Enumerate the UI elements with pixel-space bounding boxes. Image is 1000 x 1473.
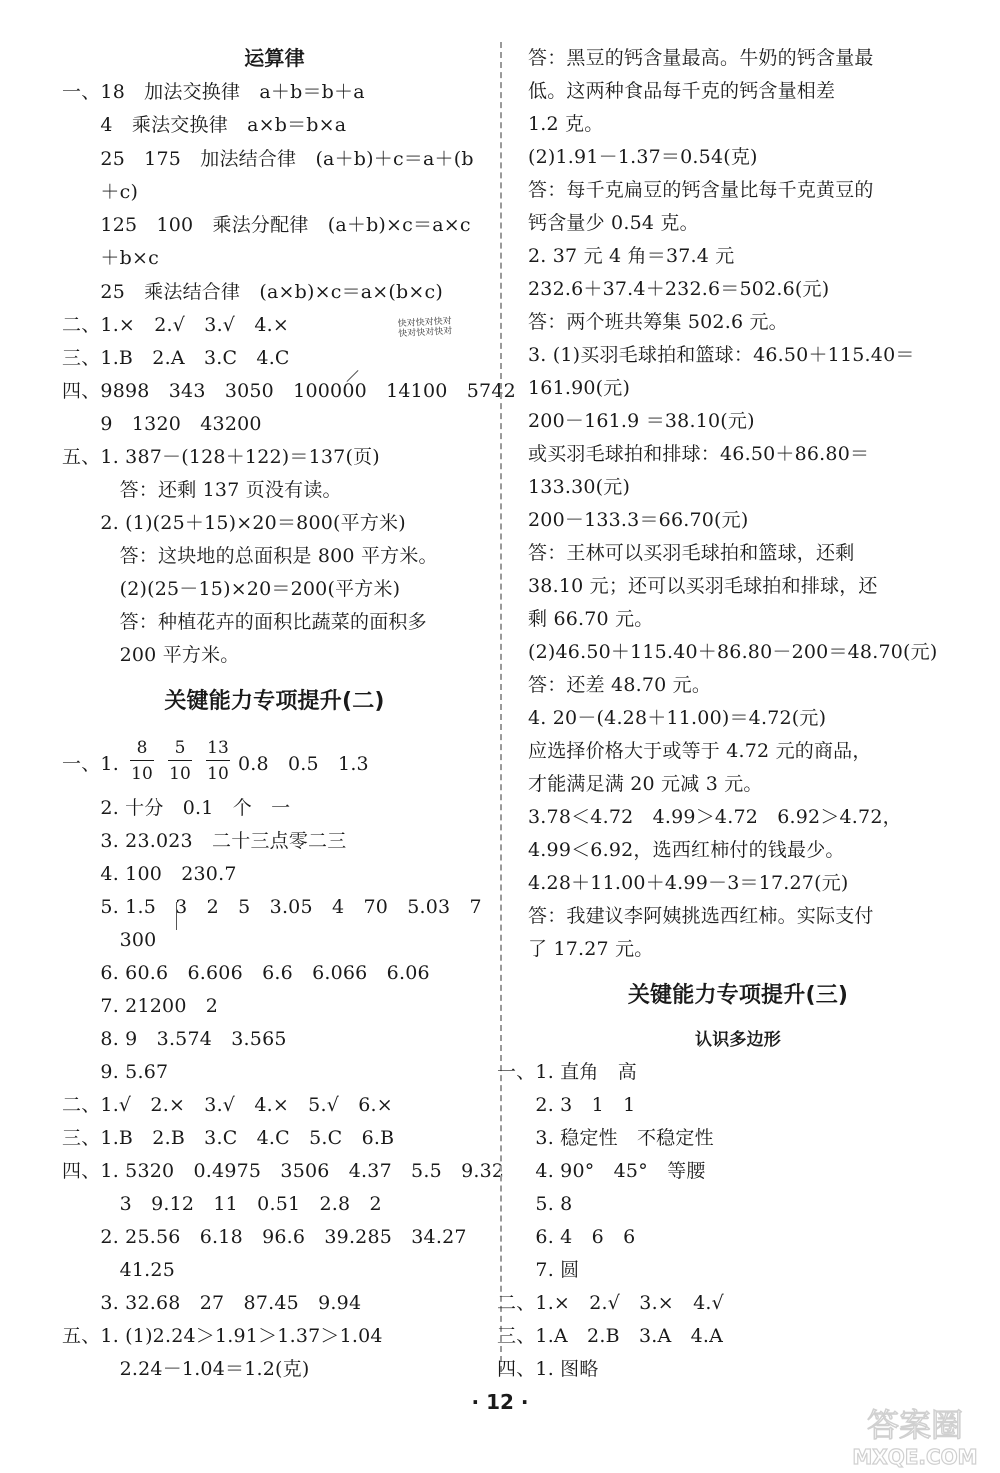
answer-line: 4. 100 230.7 bbox=[62, 863, 237, 885]
answer-line: 才能满足满 20 元减 3 元。 bbox=[528, 773, 763, 795]
answer-line: 133.30(元) bbox=[528, 476, 631, 498]
answer-line: 2. (1)(25＋15)×20＝800(平方米) bbox=[62, 512, 406, 534]
fraction-numerator: 5 bbox=[174, 738, 186, 758]
fraction-denominator: 10 bbox=[207, 764, 229, 784]
answer-line: 三、1.B 2.B 3.C 4.C 5.C 6.B bbox=[62, 1127, 395, 1149]
answer-line: 3. 23.023 二十三点零二三 bbox=[62, 830, 347, 852]
answer-line: 答：两个班共筹集 502.6 元。 bbox=[528, 311, 788, 333]
answer-line: 1.2 克。 bbox=[528, 113, 604, 135]
answer-line: 二、1.× 2.√ 3.√ 4.× bbox=[62, 314, 289, 336]
answer-line: 钙含量少 0.54 克。 bbox=[528, 212, 699, 234]
section-title-two: 关键能力专项提升(二) bbox=[164, 689, 385, 714]
watermark-logo bbox=[840, 1400, 990, 1470]
answer-line: 一、1. bbox=[62, 753, 119, 775]
stamp-text: 快对快对快对 bbox=[397, 316, 452, 330]
answer-line: (2)46.50＋115.40＋86.80－200＝48.70(元) bbox=[528, 641, 938, 663]
fraction-numerator: 13 bbox=[207, 738, 229, 758]
answer-line: 2. 3 1 1 bbox=[497, 1094, 636, 1116]
answer-line: 7. 21200 2 bbox=[62, 995, 219, 1017]
answer-line: 答：黑豆的钙含量最高。牛奶的钙含量最 bbox=[528, 47, 874, 69]
fraction-bar bbox=[206, 760, 230, 761]
answer-line: 25 175 加法结合律 (a＋b)＋c＝a＋(b bbox=[62, 148, 474, 170]
stamp-text: 快对快对快对 bbox=[398, 326, 453, 340]
answer-line: 3. 稳定性 不稳定性 bbox=[497, 1127, 714, 1149]
fraction-bar bbox=[130, 760, 154, 761]
answer-line: 答：每千克扁豆的钙含量比每千克黄豆的 bbox=[528, 179, 874, 201]
answer-line: (2)1.91－1.37＝0.54(克) bbox=[528, 146, 758, 168]
answer-line: 低。这两种食品每千克的钙含量相差 bbox=[528, 80, 836, 102]
answer-line: 7. 圆 bbox=[497, 1259, 580, 1281]
answer-line: 一、18 加法交换律 a＋b＝b＋a bbox=[62, 81, 365, 103]
answer-line: ＋c) bbox=[62, 181, 139, 203]
answer-line: 200 平方米。 bbox=[62, 644, 240, 666]
answer-line: 三、1.A 2.B 3.A 4.A bbox=[497, 1325, 724, 1347]
answer-line: 答：种植花卉的面积比蔬菜的面积多 bbox=[62, 611, 427, 633]
answer-line: 3. 32.68 27 87.45 9.94 bbox=[62, 1292, 362, 1314]
answer-line: (2)(25－15)×20＝200(平方米) bbox=[62, 578, 401, 600]
section-title-three: 关键能力专项提升(三) bbox=[627, 983, 849, 1008]
answer-line: 4.28＋11.00＋4.99－3＝17.27(元) bbox=[528, 872, 849, 894]
answer-line: 3.78＜4.72 4.99＞4.72 6.92＞4.72， bbox=[528, 806, 902, 828]
answer-line: 9 1320 43200 bbox=[62, 413, 262, 435]
answer-line: ＋b×c bbox=[62, 247, 159, 269]
answer-line: 答：还剩 137 页没有读。 bbox=[62, 479, 342, 501]
heading-polygon: 认识多边形 bbox=[695, 1030, 781, 1050]
answer-line: 2.24－1.04＝1.2(克) bbox=[62, 1358, 310, 1380]
answer-line: 4. 90° 45° 等腰 bbox=[497, 1160, 706, 1182]
answer-line: 300 bbox=[62, 929, 157, 951]
answer-line: 二、1.× 2.√ 3.× 4.√ bbox=[497, 1292, 724, 1314]
answer-line: 2. 37 元 4 角＝37.4 元 bbox=[528, 245, 735, 267]
answer-line: 3. (1)买羽毛球拍和篮球：46.50＋115.40＝ bbox=[528, 344, 915, 366]
watermark-text: MXQE.COM bbox=[852, 1445, 978, 1469]
pen-mark bbox=[176, 902, 177, 930]
answer-line: 答：我建议李阿姨挑选西红柿。实际支付 bbox=[528, 905, 874, 927]
answer-line: 232.6＋37.4＋232.6＝502.6(元) bbox=[528, 278, 830, 300]
answer-line: 38.10 元；还可以买羽毛球拍和排球，还 bbox=[528, 575, 878, 597]
page-number: · 12 · bbox=[471, 1390, 529, 1414]
fraction-bar bbox=[168, 760, 192, 761]
answer-line: 6. 4 6 6 bbox=[497, 1226, 636, 1248]
answer-line: 一、1. 直角 高 bbox=[497, 1061, 637, 1083]
answer-line: 应选择价格大于或等于 4.72 元的商品， bbox=[528, 740, 872, 762]
fraction-denominator: 10 bbox=[131, 764, 153, 784]
answer-line: 5. 8 bbox=[497, 1193, 573, 1215]
answer-line: 4. 20－(4.28＋11.00)＝4.72(元) bbox=[528, 707, 827, 729]
answer-line: 五、1. (1)2.24＞1.91＞1.37＞1.04 bbox=[62, 1325, 383, 1347]
stamp-mark bbox=[398, 317, 453, 340]
answer-line: 了 17.27 元。 bbox=[528, 938, 654, 960]
answer-line: 答：还差 48.70 元。 bbox=[528, 674, 712, 696]
heading-yunsuanlv: 运算律 bbox=[244, 46, 305, 70]
answer-line: 或买羽毛球拍和排球：46.50＋86.80＝ bbox=[528, 443, 870, 465]
answer-line: 9. 5.67 bbox=[62, 1061, 169, 1083]
answer-line: 0.8 0.5 1.3 bbox=[238, 753, 369, 775]
answer-line: 2. 十分 0.1 个 一 bbox=[62, 797, 291, 819]
answer-line: 3 9.12 11 0.51 2.8 2 bbox=[62, 1193, 382, 1215]
answer-line: 剩 66.70 元。 bbox=[528, 608, 654, 630]
answer-line: 三、1.B 2.A 3.C 4.C bbox=[62, 347, 290, 369]
answer-line: 答：王林可以买羽毛球拍和篮球，还剩 bbox=[528, 542, 855, 564]
answer-line: 二、1.√ 2.× 3.√ 4.× 5.√ 6.× bbox=[62, 1094, 393, 1116]
answer-line: 四、9898 343 3050 100000 14100 5742 bbox=[62, 380, 516, 402]
answer-line: 五、1. 387－(128＋122)＝137(页) bbox=[62, 446, 380, 468]
answer-line: 125 100 乘法分配律 (a＋b)×c＝a×c bbox=[62, 214, 471, 236]
answer-line: 161.90(元) bbox=[528, 377, 631, 399]
answer-line: 6. 60.6 6.606 6.6 6.066 6.06 bbox=[62, 962, 430, 984]
watermark-logo-text: 答案圈 bbox=[866, 1406, 964, 1444]
answer-line: 200－161.9 ＝38.10(元) bbox=[528, 410, 755, 432]
answer-line: 4.99＜6.92，选西红柿付的钱最少。 bbox=[528, 839, 845, 861]
fraction-numerator: 8 bbox=[136, 738, 148, 758]
answer-line: 2. 25.56 6.18 96.6 39.285 34.27 bbox=[62, 1226, 467, 1248]
answer-line: 8. 9 3.574 3.565 bbox=[62, 1028, 287, 1050]
answer-line: 答：这块地的总面积是 800 平方米。 bbox=[62, 545, 438, 567]
answer-line: 5. 1.5 3 2 5 3.05 4 70 5.03 7 bbox=[62, 896, 482, 918]
answer-line: 4 乘法交换律 a×b＝b×a bbox=[62, 114, 347, 136]
answer-line: 四、1. 图略 bbox=[497, 1358, 599, 1380]
answer-line: 25 乘法结合律 (a×b)×c＝a×(b×c) bbox=[62, 281, 443, 303]
fraction-denominator: 10 bbox=[169, 764, 191, 784]
answer-line: 41.25 bbox=[62, 1259, 175, 1281]
answer-line: 200－133.3＝66.70(元) bbox=[528, 509, 749, 531]
answer-line: 四、1. 5320 0.4975 3506 4.37 5.5 9.32 bbox=[62, 1160, 505, 1182]
